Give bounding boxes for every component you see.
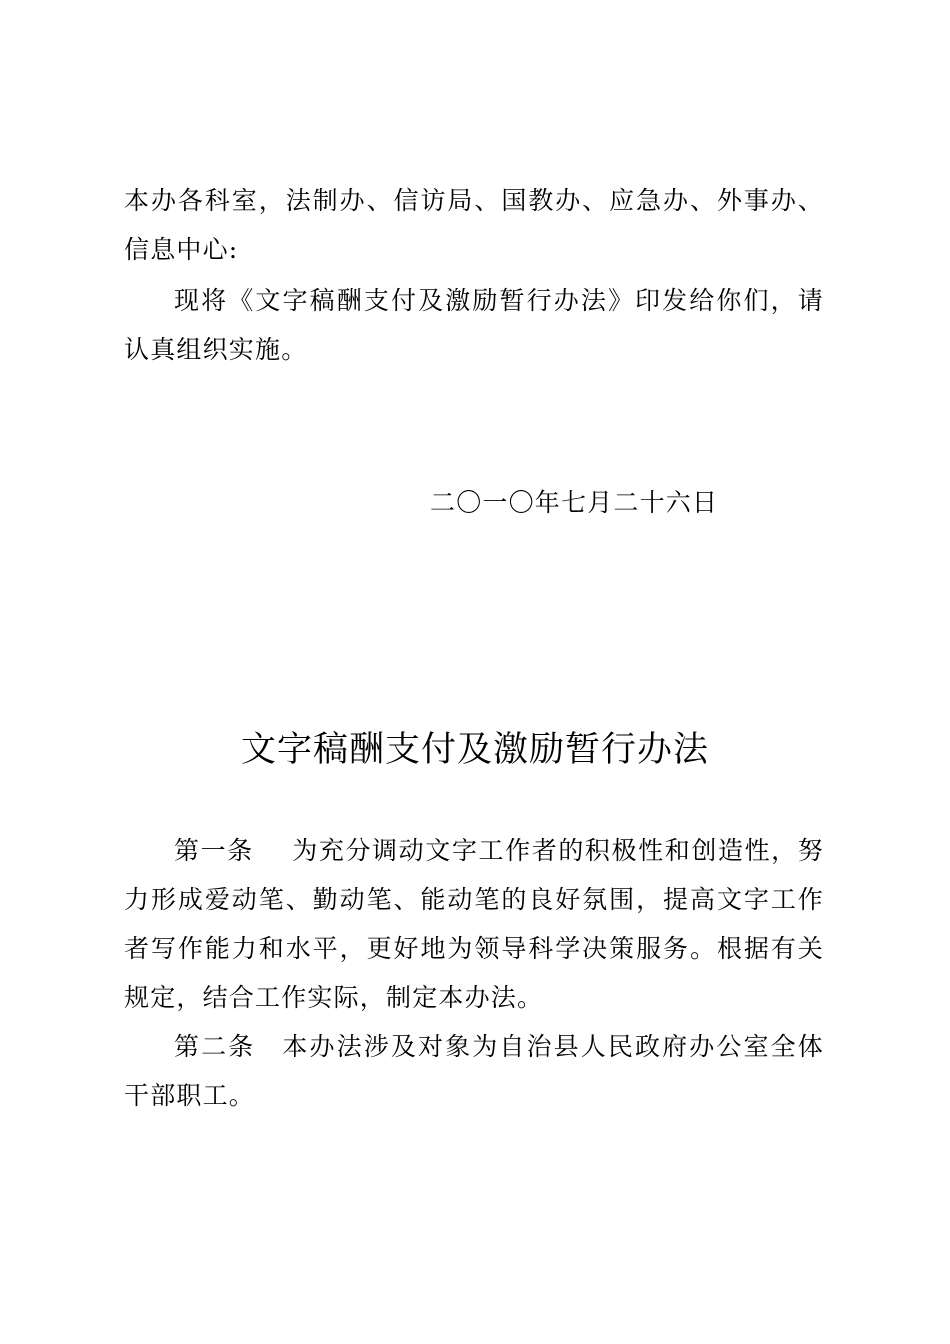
article-2 (124, 1022, 824, 1120)
issue-date: 二〇一〇年七月二十六日 (430, 488, 719, 517)
article-1 (124, 826, 824, 1022)
addressee-block (124, 176, 824, 274)
notice-body-block (124, 276, 824, 374)
document-title: 文字稿酬支付及激励暂行办法 (240, 730, 709, 770)
notice-body-text: 现将《文字稿酬支付及激励暂行办法》印发给你们，请认真组织实施。 (124, 286, 824, 364)
article-2-text: 本办法涉及对象为自治县人民政府办公室全体干部职工。 (124, 1032, 824, 1110)
article-1-text: 为充分调动文字工作者的积极性和创造性，努力形成爱动笔、勤动笔、能动笔的良好氛围，提高文字工作者写作能力和水平，更好地为领导科学决策服务。根据有关规定，结合工作实际，制定本办法。 (124, 836, 824, 1012)
addressee-text: 本办各科室，法制办、信访局、国教办、应急办、外事办、信息中心: (124, 186, 824, 264)
articles-block (124, 826, 824, 1120)
article-2-number: 第二条 (174, 1032, 256, 1061)
article-1-number: 第一条 (174, 836, 254, 865)
